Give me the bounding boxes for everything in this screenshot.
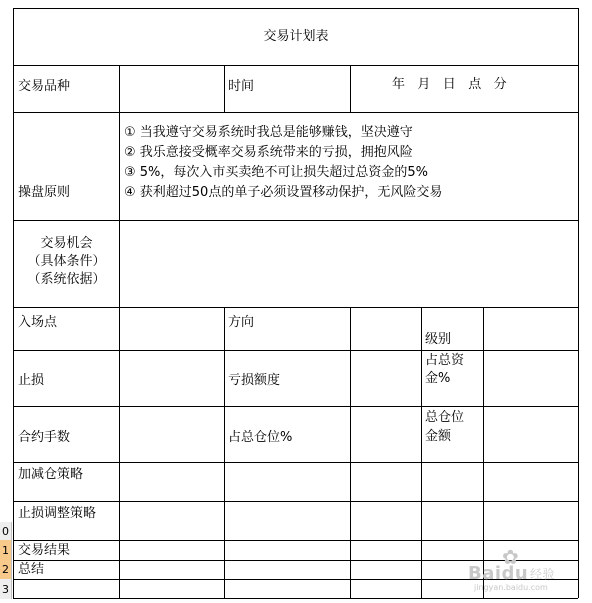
total-position-label-1: 总仓位 [425, 410, 465, 425]
hline [13, 112, 578, 113]
opportunity-input-cell[interactable] [120, 221, 577, 307]
vline [13, 8, 14, 598]
hline [13, 8, 578, 9]
paw-icon: ✿ [502, 545, 520, 569]
vline [224, 307, 225, 598]
hline [13, 462, 578, 463]
vline [578, 8, 579, 598]
hline [13, 501, 578, 502]
loss-amount-label: 亏损额度 [228, 373, 281, 388]
direction-label: 方向 [228, 315, 255, 330]
hline [13, 350, 578, 351]
watermark-suffix: 经验 [530, 567, 556, 581]
opportunity-label-3: （系统依据） [27, 272, 106, 287]
vline [350, 307, 351, 598]
vline [224, 65, 225, 112]
variety-input-cell[interactable] [120, 66, 223, 112]
variety-label: 交易品种 [18, 79, 71, 94]
stop-loss-label: 止损 [18, 373, 45, 388]
pct-total-position-label: 占总仓位% [228, 430, 293, 445]
row-header-3[interactable] [0, 579, 12, 599]
principle-item-3: ③ 5%，每次入市买卖绝不可让损失超过总资金的5% [124, 165, 429, 180]
hline [13, 598, 578, 599]
hline [13, 65, 578, 66]
opportunity-label-2: （具体条件） [27, 254, 106, 269]
time-label: 时间 [228, 79, 255, 94]
result-label: 交易结果 [18, 543, 71, 558]
stop-adjust-label: 止损调整策略 [18, 506, 97, 521]
row-header-label: 0 [2, 524, 9, 538]
row-header-label: 2 [2, 563, 9, 576]
vline [350, 65, 351, 112]
opportunity-label-1: 交易机会 [40, 236, 93, 251]
baidu-jingyan-watermark [468, 545, 578, 592]
row-header-1[interactable] [0, 540, 12, 560]
row-header-2[interactable] [0, 560, 12, 579]
row-header-0[interactable] [0, 522, 12, 540]
hline [13, 406, 578, 407]
pct-total-capital-label-2: 金% [425, 371, 451, 386]
principles-label: 操盘原则 [18, 185, 71, 200]
row-header-label: 3 [2, 582, 9, 596]
contract-lots-label: 合约手数 [18, 430, 71, 445]
watermark-url: jingyan.baidu.com [474, 583, 548, 592]
hline [13, 307, 578, 308]
hline [13, 540, 578, 541]
principle-item-4: ④ 获利超过50点的单子必须设置移动保护，无风险交易 [124, 185, 443, 200]
add-reduce-label: 加减仓策略 [18, 467, 84, 482]
principle-item-1: ① 当我遵守交易系统时我总是能够赚钱，坚决遵守 [124, 125, 413, 140]
row-header-label: 1 [2, 543, 9, 557]
total-position-label-2: 金额 [425, 429, 452, 444]
principle-item-2: ② 我乐意接受概率交易系统带来的亏损，拥抱风险 [124, 145, 413, 160]
table-title: 交易计划表 [263, 29, 329, 44]
vline [421, 307, 422, 598]
watermark-brand: Baidu [468, 563, 529, 584]
level-label: 级别 [425, 332, 452, 347]
date-time-fields[interactable]: 年 月 日 点 分 [392, 77, 507, 92]
pct-total-capital-label-1: 占总资 [425, 353, 465, 368]
vline [119, 307, 120, 598]
entry-label: 入场点 [18, 315, 58, 330]
summary-label: 总结 [18, 562, 45, 577]
